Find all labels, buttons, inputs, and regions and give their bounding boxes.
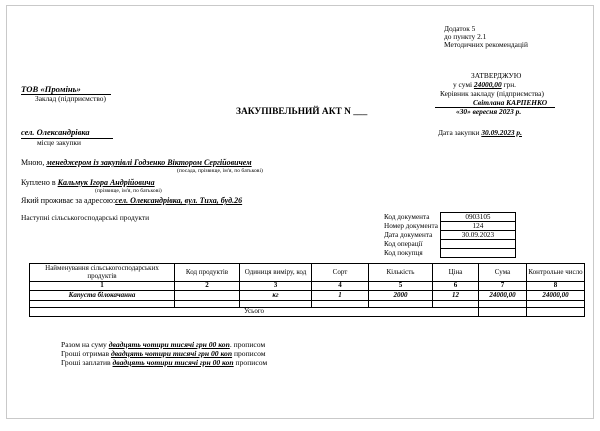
- code-value: [440, 240, 515, 249]
- seller-caption: (прізвище, ім'я, по батькові): [95, 188, 162, 194]
- table-cell: 24000,00: [479, 291, 527, 301]
- summary-label: Гроші отримав: [61, 349, 111, 358]
- org-name-caption: Заклад (підприємство): [35, 94, 106, 103]
- seller-label: Куплено в: [21, 178, 56, 187]
- summary-suffix: прописом: [233, 358, 268, 367]
- code-label: Код операції: [384, 240, 423, 248]
- column-number-row: [30, 282, 585, 291]
- code-value: 30.09.2023: [440, 231, 515, 240]
- table-cell: кг: [240, 291, 312, 301]
- column-number: 8: [527, 282, 585, 291]
- column-header: Одиниця виміру, код: [240, 264, 312, 282]
- table-row: [30, 291, 585, 301]
- code-value: 124: [440, 222, 515, 231]
- purchaser-line: [21, 159, 252, 167]
- purchaser-value: менеджером із закупівлі Годзенко Віктором Сергійовичем: [46, 158, 252, 167]
- addendum-line-2: до пункту 2.1: [444, 32, 487, 41]
- seller-line: [21, 179, 155, 187]
- code-row: [382, 213, 515, 222]
- document-page: [6, 5, 594, 419]
- column-number: 7: [479, 282, 527, 291]
- column-number: 4: [312, 282, 369, 291]
- table-cell: 1: [312, 291, 369, 301]
- code-row: [382, 222, 515, 231]
- code-label: Код документа: [384, 213, 430, 221]
- table-cell: [175, 301, 240, 308]
- purchase-place: сел. Олександрівка: [21, 128, 90, 137]
- column-number: 2: [175, 282, 240, 291]
- document-codes-table: [382, 212, 516, 258]
- purchase-date-value: 30.09.2023 р.: [481, 128, 522, 137]
- table-cell: [312, 301, 369, 308]
- approval-head-name: Світлана КАРПЕНКО: [473, 98, 548, 107]
- summary-label: Гроші заплатив: [61, 358, 113, 367]
- table-cell: [479, 301, 527, 308]
- column-header: Контрольне число: [527, 264, 585, 282]
- products-table-header-row: [30, 264, 585, 282]
- org-name: ТОВ «Промінь»: [21, 84, 81, 94]
- summary-suffix: . прописом: [229, 340, 266, 349]
- table-cell: 2000: [369, 291, 433, 301]
- approval-sum-suffix: грн.: [503, 80, 517, 89]
- addendum-line-3: Методичних рекомендацій: [444, 40, 528, 49]
- total-row: [30, 308, 585, 317]
- purchase-date: [438, 129, 522, 137]
- summary-line: [61, 359, 267, 367]
- address-label: Який проживає за адресою:: [21, 196, 116, 205]
- purchase-place-caption: місце закупки: [37, 138, 81, 147]
- summary-label: Разом на суму: [61, 340, 109, 349]
- code-row: [382, 240, 515, 249]
- table-cell: 24000,00: [527, 291, 585, 301]
- column-header: Найменування сільськогосподарських продуктів: [30, 264, 175, 282]
- summary-value: двадцять чотири тисячі грн 00 коп: [110, 349, 233, 358]
- column-header: Кількість: [369, 264, 433, 282]
- column-header: Сорт: [312, 264, 369, 282]
- column-number: 5: [369, 282, 433, 291]
- code-row: [382, 231, 515, 240]
- code-label: Номер документа: [384, 222, 438, 230]
- code-row: [382, 249, 515, 258]
- table-cell: [433, 301, 479, 308]
- code-value: [440, 249, 515, 258]
- summary-value: двадцять чотири тисячі грн 00 коп: [108, 340, 230, 349]
- summary-value: двадцять чотири тисячі грн 00 коп: [112, 358, 234, 367]
- column-number: 6: [433, 282, 479, 291]
- summary-suffix: прописом: [232, 349, 266, 358]
- total-label: Усього: [30, 308, 479, 317]
- products-table-body: [30, 282, 585, 317]
- products-table: [29, 263, 585, 317]
- column-number: 3: [240, 282, 312, 291]
- purchaser-label: Мною,: [21, 158, 45, 167]
- purchaser-caption: (посада, прізвище, ім'я, по батькові): [177, 168, 263, 174]
- address-value: сел. Олександрівка, вул. Тиха, буд.26: [115, 196, 243, 205]
- code-label: Код покупця: [384, 249, 423, 257]
- addendum-line-1: Додаток 5: [444, 24, 476, 33]
- table-cell: [175, 291, 240, 301]
- products-label: Наступні сільськогосподарські продукти: [21, 213, 150, 222]
- total-sum: [479, 308, 527, 317]
- document-codes-body: [382, 213, 515, 258]
- table-cell: [369, 301, 433, 308]
- column-header: Сума: [479, 264, 527, 282]
- code-label: Дата документа: [384, 231, 433, 239]
- approval-title: ЗАТВЕРДЖУЮ: [471, 71, 522, 80]
- total-control: [527, 308, 585, 317]
- table-cell: [30, 301, 175, 308]
- address-line: [21, 197, 242, 205]
- purchase-date-label: Дата закупки: [438, 128, 480, 137]
- approval-date: «30» вересня 2023 р.: [456, 107, 522, 116]
- column-header: Код продуктів: [175, 264, 240, 282]
- code-value: 0903105: [440, 213, 515, 222]
- column-number: 1: [30, 282, 175, 291]
- column-header: Ціна: [433, 264, 479, 282]
- table-cell: Капуста білокачанна: [30, 291, 175, 301]
- table-cell: 12: [433, 291, 479, 301]
- approval-head-label: Керівник закладу (підприємства): [440, 89, 544, 98]
- table-cell: [527, 301, 585, 308]
- act-title: ЗАКУПІВЕЛЬНИЙ АКТ N ___: [236, 107, 368, 117]
- approval-sum-prefix: у сумі: [453, 80, 473, 89]
- approval-sum-value: 24000,00: [473, 80, 502, 89]
- seller-value: Кальмук Ігора Андрійовича: [57, 178, 155, 187]
- empty-row: [30, 301, 585, 308]
